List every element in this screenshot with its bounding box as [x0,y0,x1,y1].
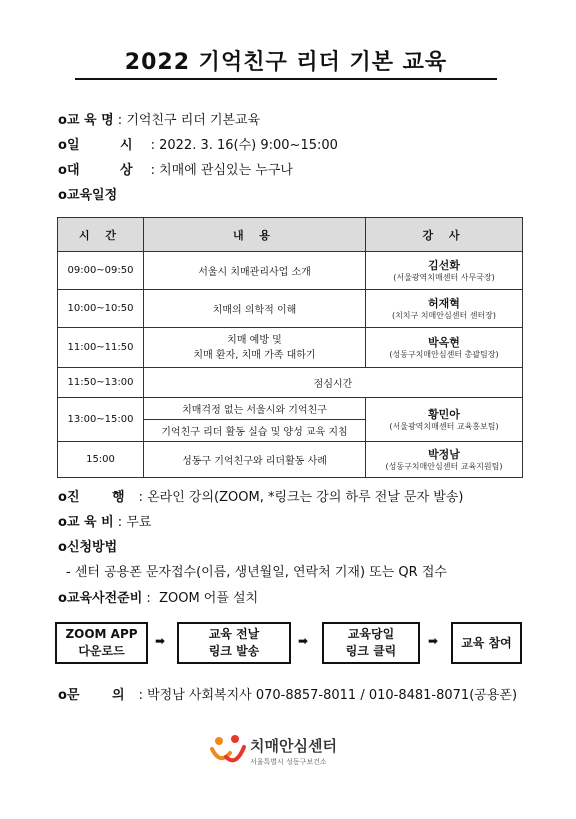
apply-label: 신청방법 [66,540,118,555]
date-label: 일 시 [66,138,151,153]
document-title: 2022 기억친구 리더 기본 교육 [75,48,497,80]
bullet: o [58,138,67,153]
target-label: 대 상 [66,163,151,178]
row-instructor [366,398,523,442]
date-value: 2022. 3. 16(수) 9:00~15:00 [159,138,338,153]
arrow-right-icon: ➡ [155,634,166,648]
info-fee: o교 육 비 : 무료 [58,515,152,530]
row-topic: 치매걱정 없는 서울시와 기억친구 [144,398,366,420]
info-date: o일 시: 2022. 3. 16(수) 9:00~15:00 [58,138,338,153]
bullet: o [58,591,67,606]
row-topic: 서울시 치매관리사업 소개 [144,252,366,290]
contact-value: 박정남 사회복지사 070-8857-8011 / 010-8481-8071(공용폰) [147,688,518,703]
header-time: 시 간 [58,218,144,252]
method-label: 진 행 [66,490,139,505]
instructor-name: 박정남 [428,447,460,461]
instructor-org: (치치구 치매안심센터 센터장) [391,310,497,320]
flow-step-line: 교육 전날 [208,627,260,641]
prep-value: ZOOM 어플 설치 [159,591,259,606]
center-logo [208,733,378,773]
bullet: o [58,490,67,505]
bullet: o [58,515,67,530]
row-time: 15:00 [58,442,144,478]
info-course: o교 육 명 : 기억친구 리더 기본교육 [58,113,261,128]
topic-line: 치매 환자, 치매 가족 대하기 [193,349,316,361]
contact-label: 문 의 [66,688,139,703]
course-label: 교 육 명 [66,113,114,128]
row-time: 11:50~13:00 [58,368,144,398]
instructor-name: 박옥현 [428,335,460,349]
row-time: 11:00~11:50 [58,328,144,368]
instructor-name: 허재혁 [428,296,460,310]
row-topic: 성동구 기억친구와 리더활동 사례 [144,442,366,478]
table-row [58,368,523,398]
row-instructor [366,252,523,290]
row-instructor [366,442,523,478]
row-instructor [366,290,523,328]
flow-step-line: 링크 발송 [208,644,260,658]
info-target: o대 상: 치매에 관심있는 누구나 [58,163,293,178]
logo-name: 치매안심센터 [250,737,337,755]
row-topic: 치매의 의학적 이해 [144,290,366,328]
apply-value: - 센터 공용폰 문자접수(이름, 생년월일, 연락처 기재) 또는 QR 접수 [66,565,447,580]
flow-step-link-send [177,622,291,664]
header-instructor: 강 사 [366,218,523,252]
header-content: 내 용 [144,218,366,252]
flow-step-line: 다운로드 [78,644,125,658]
table-row [58,290,523,328]
arrow-right-icon: ➡ [428,634,439,648]
row-topic: 기억친구 리더 활동 실습 및 양성 교육 지침 [144,420,366,442]
schedule-label: 교육일정 [66,188,118,203]
arrow-right-icon: ➡ [298,634,309,648]
row-time: 09:00~09:50 [58,252,144,290]
instructor-name: 김선화 [428,258,460,272]
row-time: 10:00~10:50 [58,290,144,328]
info-apply [58,539,117,557]
table-header-row [58,218,523,252]
table-row [58,328,523,368]
fee-label: 교 육 비 [66,515,114,530]
flow-step-line: 교육 참여 [461,635,512,650]
instructor-name: 황민아 [428,407,460,421]
flow-step-line: 교육당일 [347,627,395,641]
instructor-org: (성동구치매안심센터 총괄팀장) [389,349,499,359]
flow-step-download [55,622,148,664]
flow-step-line: ZOOM APP [65,627,138,641]
row-topic [144,328,366,368]
flow-step-link-click [322,622,420,664]
info-prep: o교육사전준비 : ZOOM 어플 설치 [58,591,259,606]
instructor-org: (성동구치매안심센터 교육지원팀) [385,461,503,471]
dementia-center-logo-icon [208,733,248,767]
info-contact: o문 의: 박정남 사회복지사 070-8857-8011 / 010-8481-8071(공용폰) [58,688,518,703]
row-instructor [366,328,523,368]
bullet: o [58,113,67,128]
bullet: o [58,163,67,178]
instructor-org: (서울광역치매센터 교육홍보팀) [389,421,499,431]
bullet: o [58,188,67,203]
table-row [58,398,523,420]
bullet: o [58,540,67,555]
fee-value: 무료 [126,515,152,530]
schedule-table [57,217,523,478]
row-time: 13:00~15:00 [58,398,144,442]
info-schedule [58,187,117,205]
method-value: 온라인 강의(ZOOM, *링크는 강의 하루 전날 문자 발송) [147,490,464,505]
info-method: o진 행: 온라인 강의(ZOOM, *링크는 강의 하루 전날 문자 발송) [58,490,464,505]
course-value: 기억친구 리더 기본교육 [126,113,261,128]
target-value: 치매에 관심있는 누구나 [159,163,293,178]
bullet: o [58,688,67,703]
instructor-org: (서울광역치매센터 사무국장) [393,272,495,282]
lunch-cell: 점심시간 [144,368,523,398]
table-row [58,252,523,290]
table-row [58,442,523,478]
flow-step-participate [451,622,522,664]
prep-label: 교육사전준비 [66,591,143,606]
flow-step-line: 링크 클릭 [345,644,397,658]
logo-sub: 서울특별시 성동구보건소 [250,758,327,766]
topic-line: 치매 예방 및 [227,334,282,346]
